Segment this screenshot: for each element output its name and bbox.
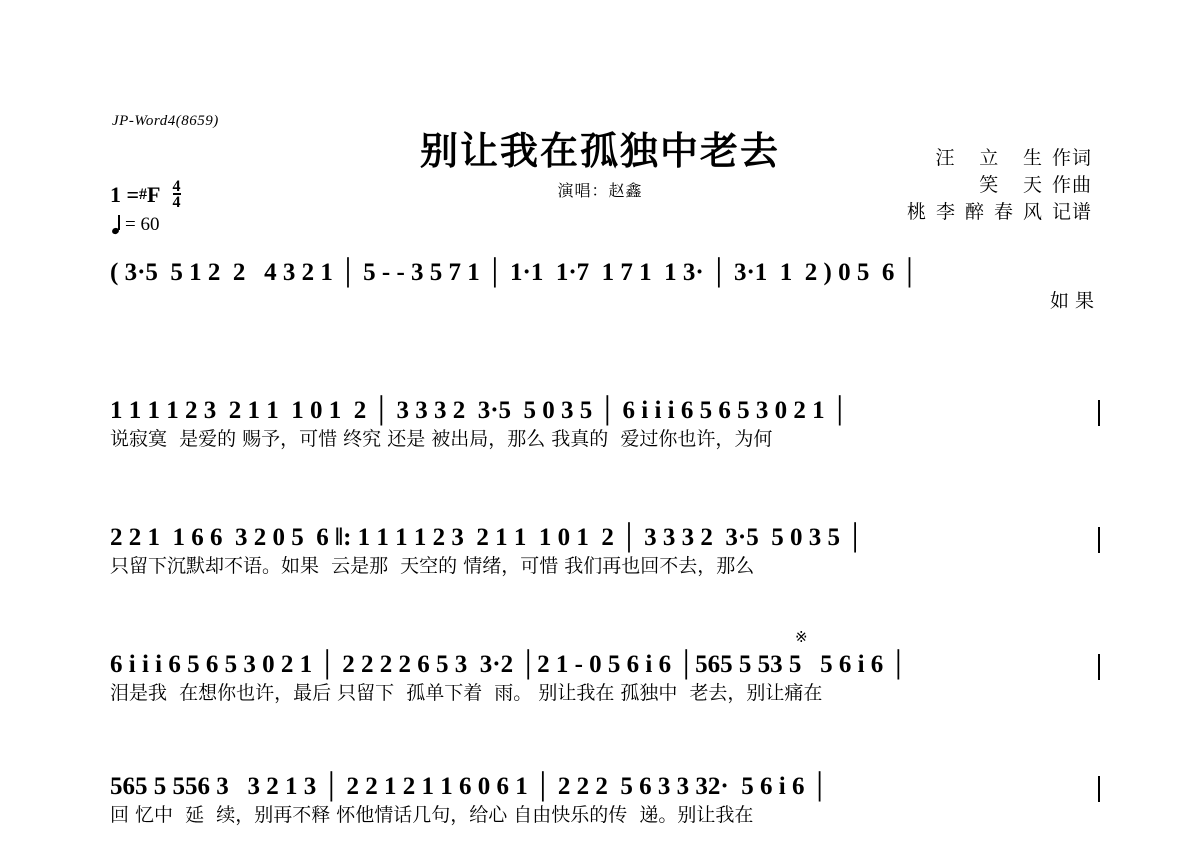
key-signature xyxy=(110,180,181,209)
credit-composer xyxy=(907,172,1092,199)
music-system-4 xyxy=(0,628,1200,706)
credit-transcriber xyxy=(907,199,1092,226)
lyrics-line-2: 说寂寞 是爱的 赐予，可惜 终究 还是 被出局，那么 我真的 爱过你也许，为何 xyxy=(110,428,773,450)
tempo-marking xyxy=(112,214,159,236)
document-code: JP-Word4(8659) xyxy=(112,113,219,129)
sharp-icon: # xyxy=(139,185,148,203)
key-prefix: 1 = xyxy=(110,181,140,207)
music-system-3 xyxy=(0,523,1200,579)
time-signature-denominator: 4 xyxy=(172,194,181,211)
lyrics-line-1: 如 果 xyxy=(1049,290,1094,312)
page-title: 别让我在孤独中老去 xyxy=(419,129,780,173)
credit-composer-role: 作曲 xyxy=(1051,175,1092,196)
credit-lyricist xyxy=(907,145,1092,172)
barline xyxy=(1098,400,1100,426)
music-system-2 xyxy=(0,396,1200,452)
barline xyxy=(1098,654,1100,680)
notation-line-4: 6 i i i 6 5 6 5 3 0 2 1 │ 2 2 2 2 6 5 3 3·2 │2 1 - 0 5 6 i 6 │565 5 53 5 5 6 i 6 │ xyxy=(110,651,908,678)
time-signature-numerator: 4 xyxy=(172,178,181,195)
credit-lyricist-role: 作词 xyxy=(1051,148,1092,169)
music-system-1 xyxy=(0,258,1200,314)
singer-label: 演唱：赵鑫 xyxy=(557,181,643,200)
credit-transcriber-name: 桃李醉春风 xyxy=(906,202,1052,223)
music-system-5 xyxy=(0,772,1200,828)
notation-line-2: 1 1 1 1 2 3 2 1 1 1 0 1 2 │ 3 3 3 2 3·5 5 0 3 5 │ 6 i i i 6 5 6 5 3 0 2 1 │ xyxy=(110,397,849,424)
credit-composer-name: 笑 天 xyxy=(979,175,1052,196)
credits-block xyxy=(907,145,1092,226)
key-letter: F xyxy=(147,181,161,207)
credit-transcriber-role: 记谱 xyxy=(1051,202,1092,223)
lyrics-line-3: 只留下沉默却不语。如果 云是那 天空的 情绪，可惜 我们再也回不去，那么 xyxy=(110,555,755,577)
segno-icon: ※ xyxy=(795,628,808,646)
time-signature xyxy=(173,180,181,209)
tempo-value: = 60 xyxy=(125,214,160,235)
barline xyxy=(1098,776,1100,802)
lyrics-line-4: 泪是我 在想你也许，最后 只留下 孤单下着 雨。 别让我在 孤独中 老去，别让痛在 xyxy=(110,682,823,704)
notation-line-3: 2 2 1 1 6 6 3 2 0 5 6 ‖: 1 1 1 1 2 3 2 1 1 1 0 1 2 │ 3 3 3 2 3·5 5 0 3 5 │ xyxy=(110,524,864,551)
credit-lyricist-name: 汪 立 生 xyxy=(935,148,1052,169)
quarter-note-icon xyxy=(112,217,121,234)
lyrics-line-5: 回 忆中 延 续，别再不释 怀他情话几句，给心 自由快乐的传 递。别让我在 xyxy=(110,804,754,826)
notation-line-1: ( 3·5 5 1 2 2 4 3 2 1 │ 5 - - 3 5 7 1 │ 1·1 1·7 1 7 1 1 3· │ 3·1 1 2 ) 0 5 6 │ xyxy=(110,259,919,286)
barline xyxy=(1098,527,1100,553)
notation-line-5: 565 5 556 3 3 2 1 3 │ 2 2 1 2 1 1 6 0 6 1 │ 2 2 2 5 6 3 3 32· 5 6 i 6 │ xyxy=(110,773,829,800)
